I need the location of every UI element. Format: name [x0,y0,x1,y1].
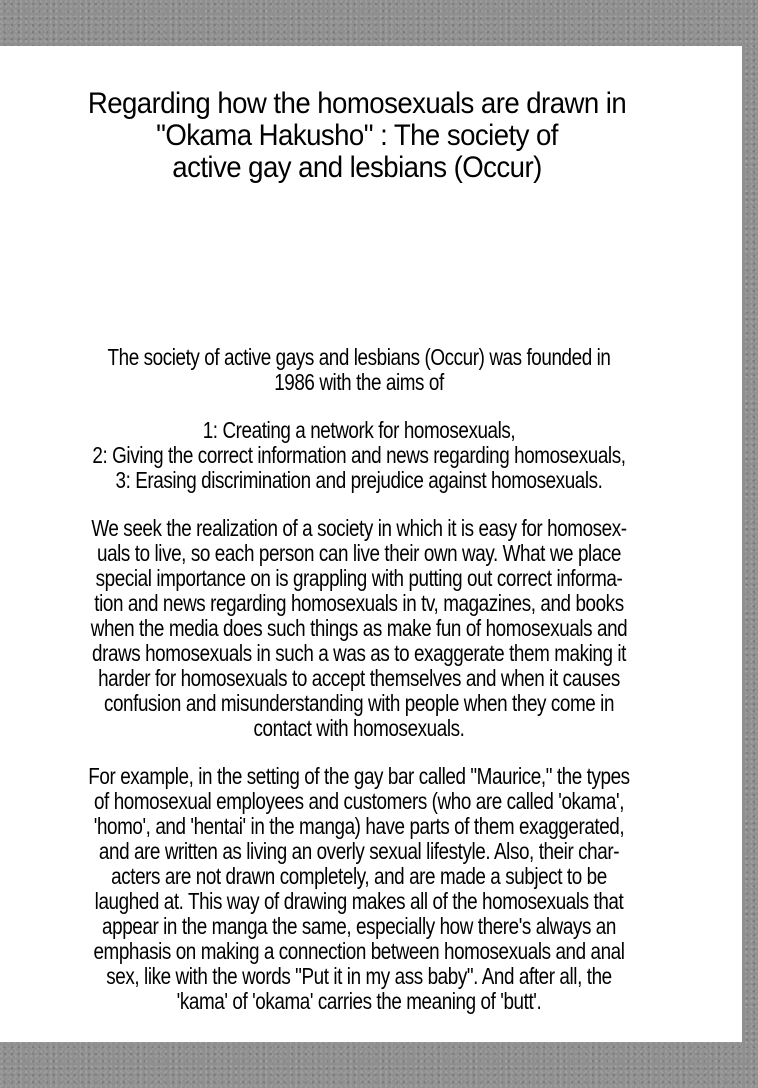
text-line: 'kama' of 'okama' carries the meaning of 'butt'. [176,988,542,1014]
text-line: and are written as living an overly sexual lifestyle. Also, their char- [98,838,620,864]
aim-item: 3: Erasing discrimination and prejudice against homosexuals. [115,467,603,493]
aims-list [0,418,718,493]
title-line: active gay and lesbians (Occur) [172,151,542,184]
text-line: sex, like with the words "Put it in my ass baby". And after all, the [106,963,612,989]
text-line: We seek the realization of a society in which it is easy for homosex- [91,515,627,541]
text-line: draws homosexuals in such a was as to exaggerate them making it [92,640,626,666]
text-line: The society of active gays and lesbians (Occur) was founded in [107,344,611,370]
text-line: emphasis on making a connection between homosexuals and anal [93,938,625,964]
intro-paragraph [0,345,718,395]
aim-item: 2: Giving the correct information and news regarding homosexuals, [92,442,626,468]
text-line: harder for homosexuals to accept themselves and when it causes [98,665,620,691]
text-line: confusion and misunderstanding with people when they come in [103,690,615,716]
text-line: laughed at. This way of drawing makes all of the homosexuals that [94,888,624,914]
text-line: appear in the manga the same, especially how there's always an [102,913,616,939]
body-text [0,345,718,1014]
aim-item: 1: Creating a network for homosexuals, [202,417,516,443]
text-line: special importance on is grappling with putting out correct informa- [95,565,623,591]
paragraph-mission [0,516,718,741]
title-line: "Okama Hakusho" : The society of [156,119,558,152]
text-line: 'homo', and 'hentai' in the manga) have parts of them exaggerated, [93,813,625,839]
text-line: For example, in the setting of the gay bar called "Maurice," the types [88,763,630,789]
text-line: of homosexual employees and customers (who are called 'okama', [93,788,625,814]
page-title [29,88,686,184]
text-line: acters are not drawn completely, and are made a subject to be [111,863,607,889]
title-line: Regarding how the homosexuals are drawn in [87,87,627,120]
text-line: when the media does such things as make fun of homosexuals and [90,615,628,641]
document-page [0,46,742,1042]
text-line: contact with homosexuals. [253,715,465,741]
text-line: tion and news regarding homosexuals in tv, magazines, and books [94,590,624,616]
paragraph-example [0,764,718,1014]
text-line: 1986 with the aims of [274,369,444,395]
text-line: uals to live, so each person can live their own way. What we place [96,540,622,566]
